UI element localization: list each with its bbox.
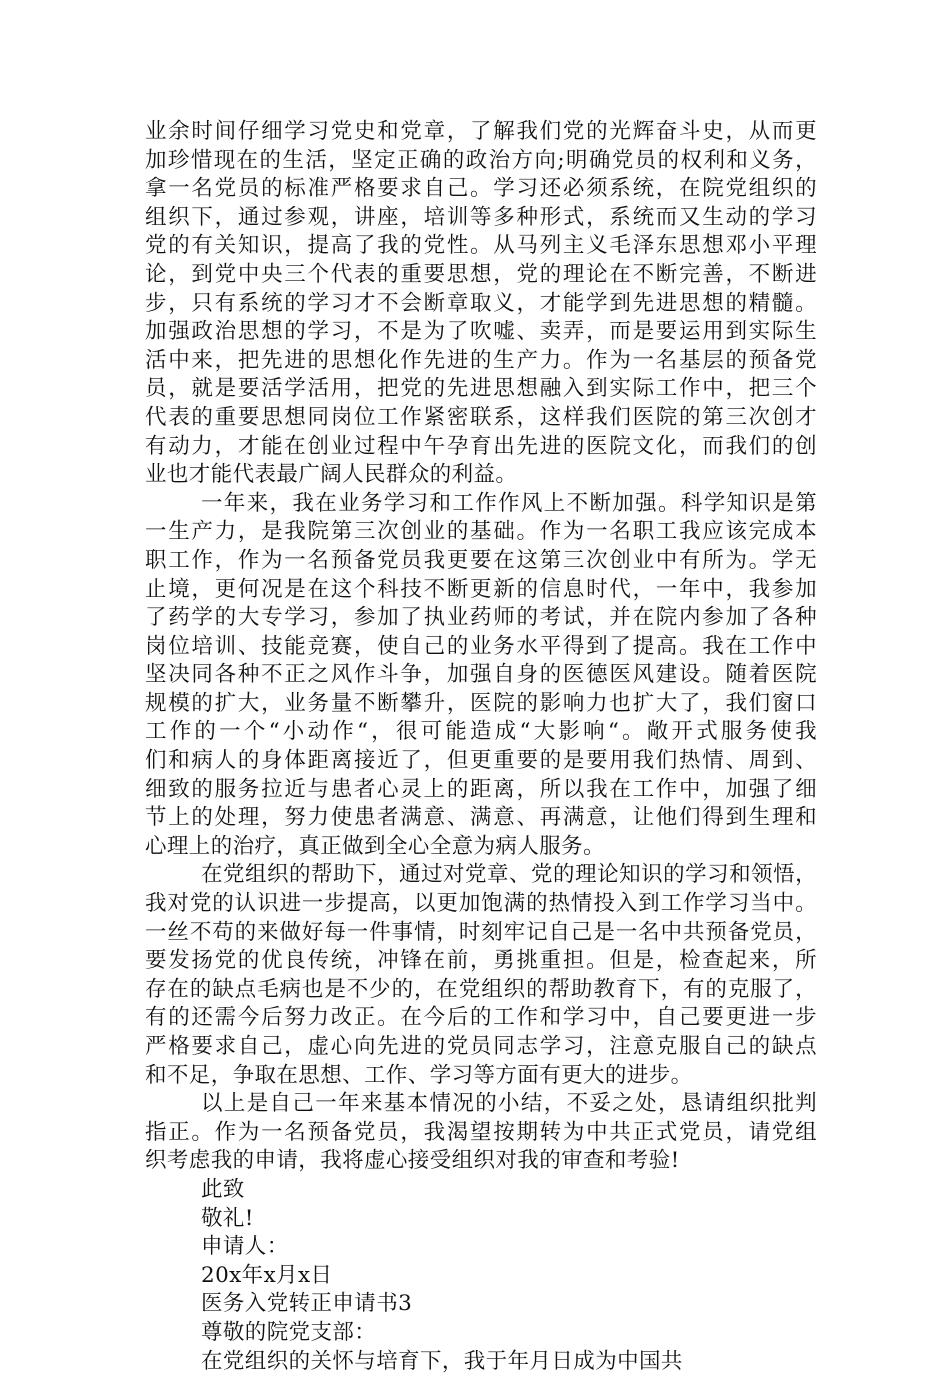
- text-line: 岗位培训、技能竞赛，使自己的业务水平得到了提高。我在工作中: [145, 633, 817, 659]
- document-body: [145, 118, 817, 1376]
- text-line: 代表的重要思想同岗位工作紧密联系，这样我们医院的第三次创才: [145, 404, 817, 430]
- text-line: 织考虑我的申请，我将虚心接受组织对我的审查和考验!: [145, 1148, 680, 1174]
- text-line: 们和病人的身体距离接近了，但更重要的是要用我们热情、周到、: [145, 748, 817, 774]
- text-line: 加强政治思想的学习，不是为了吹嘘、卖弄，而是要运用到实际生: [145, 319, 817, 345]
- text-line: 有的还需今后努力改正。在今后的工作和学习中，自己要更进一步: [145, 1005, 817, 1031]
- text-line: 了药学的大专学习，参加了执业药师的考试，并在院内参加了各种: [145, 605, 817, 631]
- text-line: 职工作，作为一名预备党员我更要在这第三次创业中有所为。学无: [145, 547, 817, 573]
- text-line: 细致的服务拉近与患者心灵上的距离，所以我在工作中，加强了细: [145, 776, 817, 802]
- text-line: 以上是自己一年来基本情况的小结，不妥之处，恳请组织批判: [201, 1091, 817, 1117]
- text-line: 党的有关知识，提高了我的党性。从马列主义毛泽东思想邓小平理: [145, 233, 817, 259]
- text-line: 要发扬党的优良传统，冲锋在前，勇挑重担。但是，检查起来，所: [145, 948, 817, 974]
- text-line: 一生产力，是我院第三次创业的基础。作为一名职工我应该完成本: [145, 519, 817, 545]
- text-line: 严格要求自己，虚心向先进的党员同志学习，注意克服自己的缺点: [145, 1034, 817, 1059]
- text-line: 止境，更何况是在这个科技不断更新的信息时代，一年中，我参加: [145, 576, 817, 602]
- text-line: 在党组织的帮助下，通过对党章、党的理论知识的学习和领悟，: [201, 862, 817, 888]
- text-line: 活中来，把先进的思想化作先进的生产力。作为一名基层的预备党: [145, 347, 817, 373]
- text-line: 拿一名党员的标准严格要求自己。学习还必须系统，在院党组织的: [145, 176, 817, 202]
- text-line: 存在的缺点毛病也是不少的，在党组织的帮助教育下，有的克服了，: [145, 976, 817, 1002]
- text-line: 员，就是要活学活用，把党的先进思想融入到实际工作中，把三个: [145, 376, 817, 402]
- text-line: 尊敬的院党支部：: [201, 1319, 377, 1345]
- text-line: 一丝不苟的来做好每一件事情，时刻牢记自己是一名中共预备党员，: [145, 919, 817, 945]
- text-line: 组织下，通过参观，讲座，培训等多种形式，系统而又生动的学习: [145, 204, 817, 230]
- text-line: 步，只有系统的学习才不会断章取义，才能学到先进思想的精髓。: [145, 290, 817, 316]
- text-line: 加珍惜现在的生活，坚定正确的政治方向;明确党员的权利和义务，: [145, 147, 817, 173]
- text-line: 申请人：: [201, 1234, 289, 1260]
- text-line: 规模的扩大，业务量不断攀升，医院的影响力也扩大了，我们窗口: [145, 690, 817, 716]
- text-line: 20x年x月x日: [201, 1262, 333, 1288]
- text-line: 指正。作为一名预备党员，我渴望按期转为中共正式党员，请党组: [145, 1119, 817, 1145]
- text-line: 有动力，才能在创业过程中午孕育出先进的医院文化，而我们的创: [145, 433, 817, 459]
- text-line: 工作的一个“小动作“，很可能造成“大影响“。敞开式服务使我: [145, 719, 817, 745]
- text-line: 我对党的认识进一步提高，以更加饱满的热情投入到工作学习当中。: [145, 891, 817, 917]
- text-line: 坚决同各种不正之风作斗争，加强自身的医德医风建设。随着医院: [145, 662, 817, 688]
- text-line: 业余时间仔细学习党史和党章，了解我们党的光辉奋斗史，从而更: [145, 119, 817, 144]
- text-line: 医务入党转正申请书3: [201, 1291, 413, 1317]
- text-line: 在党组织的关怀与培育下，我于年月日成为中国共: [201, 1348, 683, 1374]
- text-line: 一年来，我在业务学习和工作作风上不断加强。科学知识是第: [201, 490, 817, 516]
- text-line: 业也才能代表最广阔人民群众的利益。: [145, 462, 518, 488]
- text-line: 节上的处理，努力使患者满意、满意、再满意，让他们得到生理和: [145, 805, 817, 831]
- text-line: 敬礼!: [201, 1205, 254, 1231]
- text-line: 此致: [201, 1176, 245, 1202]
- text-line: 和不足，争取在思想、工作、学习等方面有更大的进步。: [145, 1062, 693, 1088]
- text-line: 心理上的治疗，真正做到全心全意为病人服务。: [145, 833, 605, 859]
- text-line: 论，到党中央三个代表的重要思想，党的理论在不断完善，不断进: [145, 261, 817, 287]
